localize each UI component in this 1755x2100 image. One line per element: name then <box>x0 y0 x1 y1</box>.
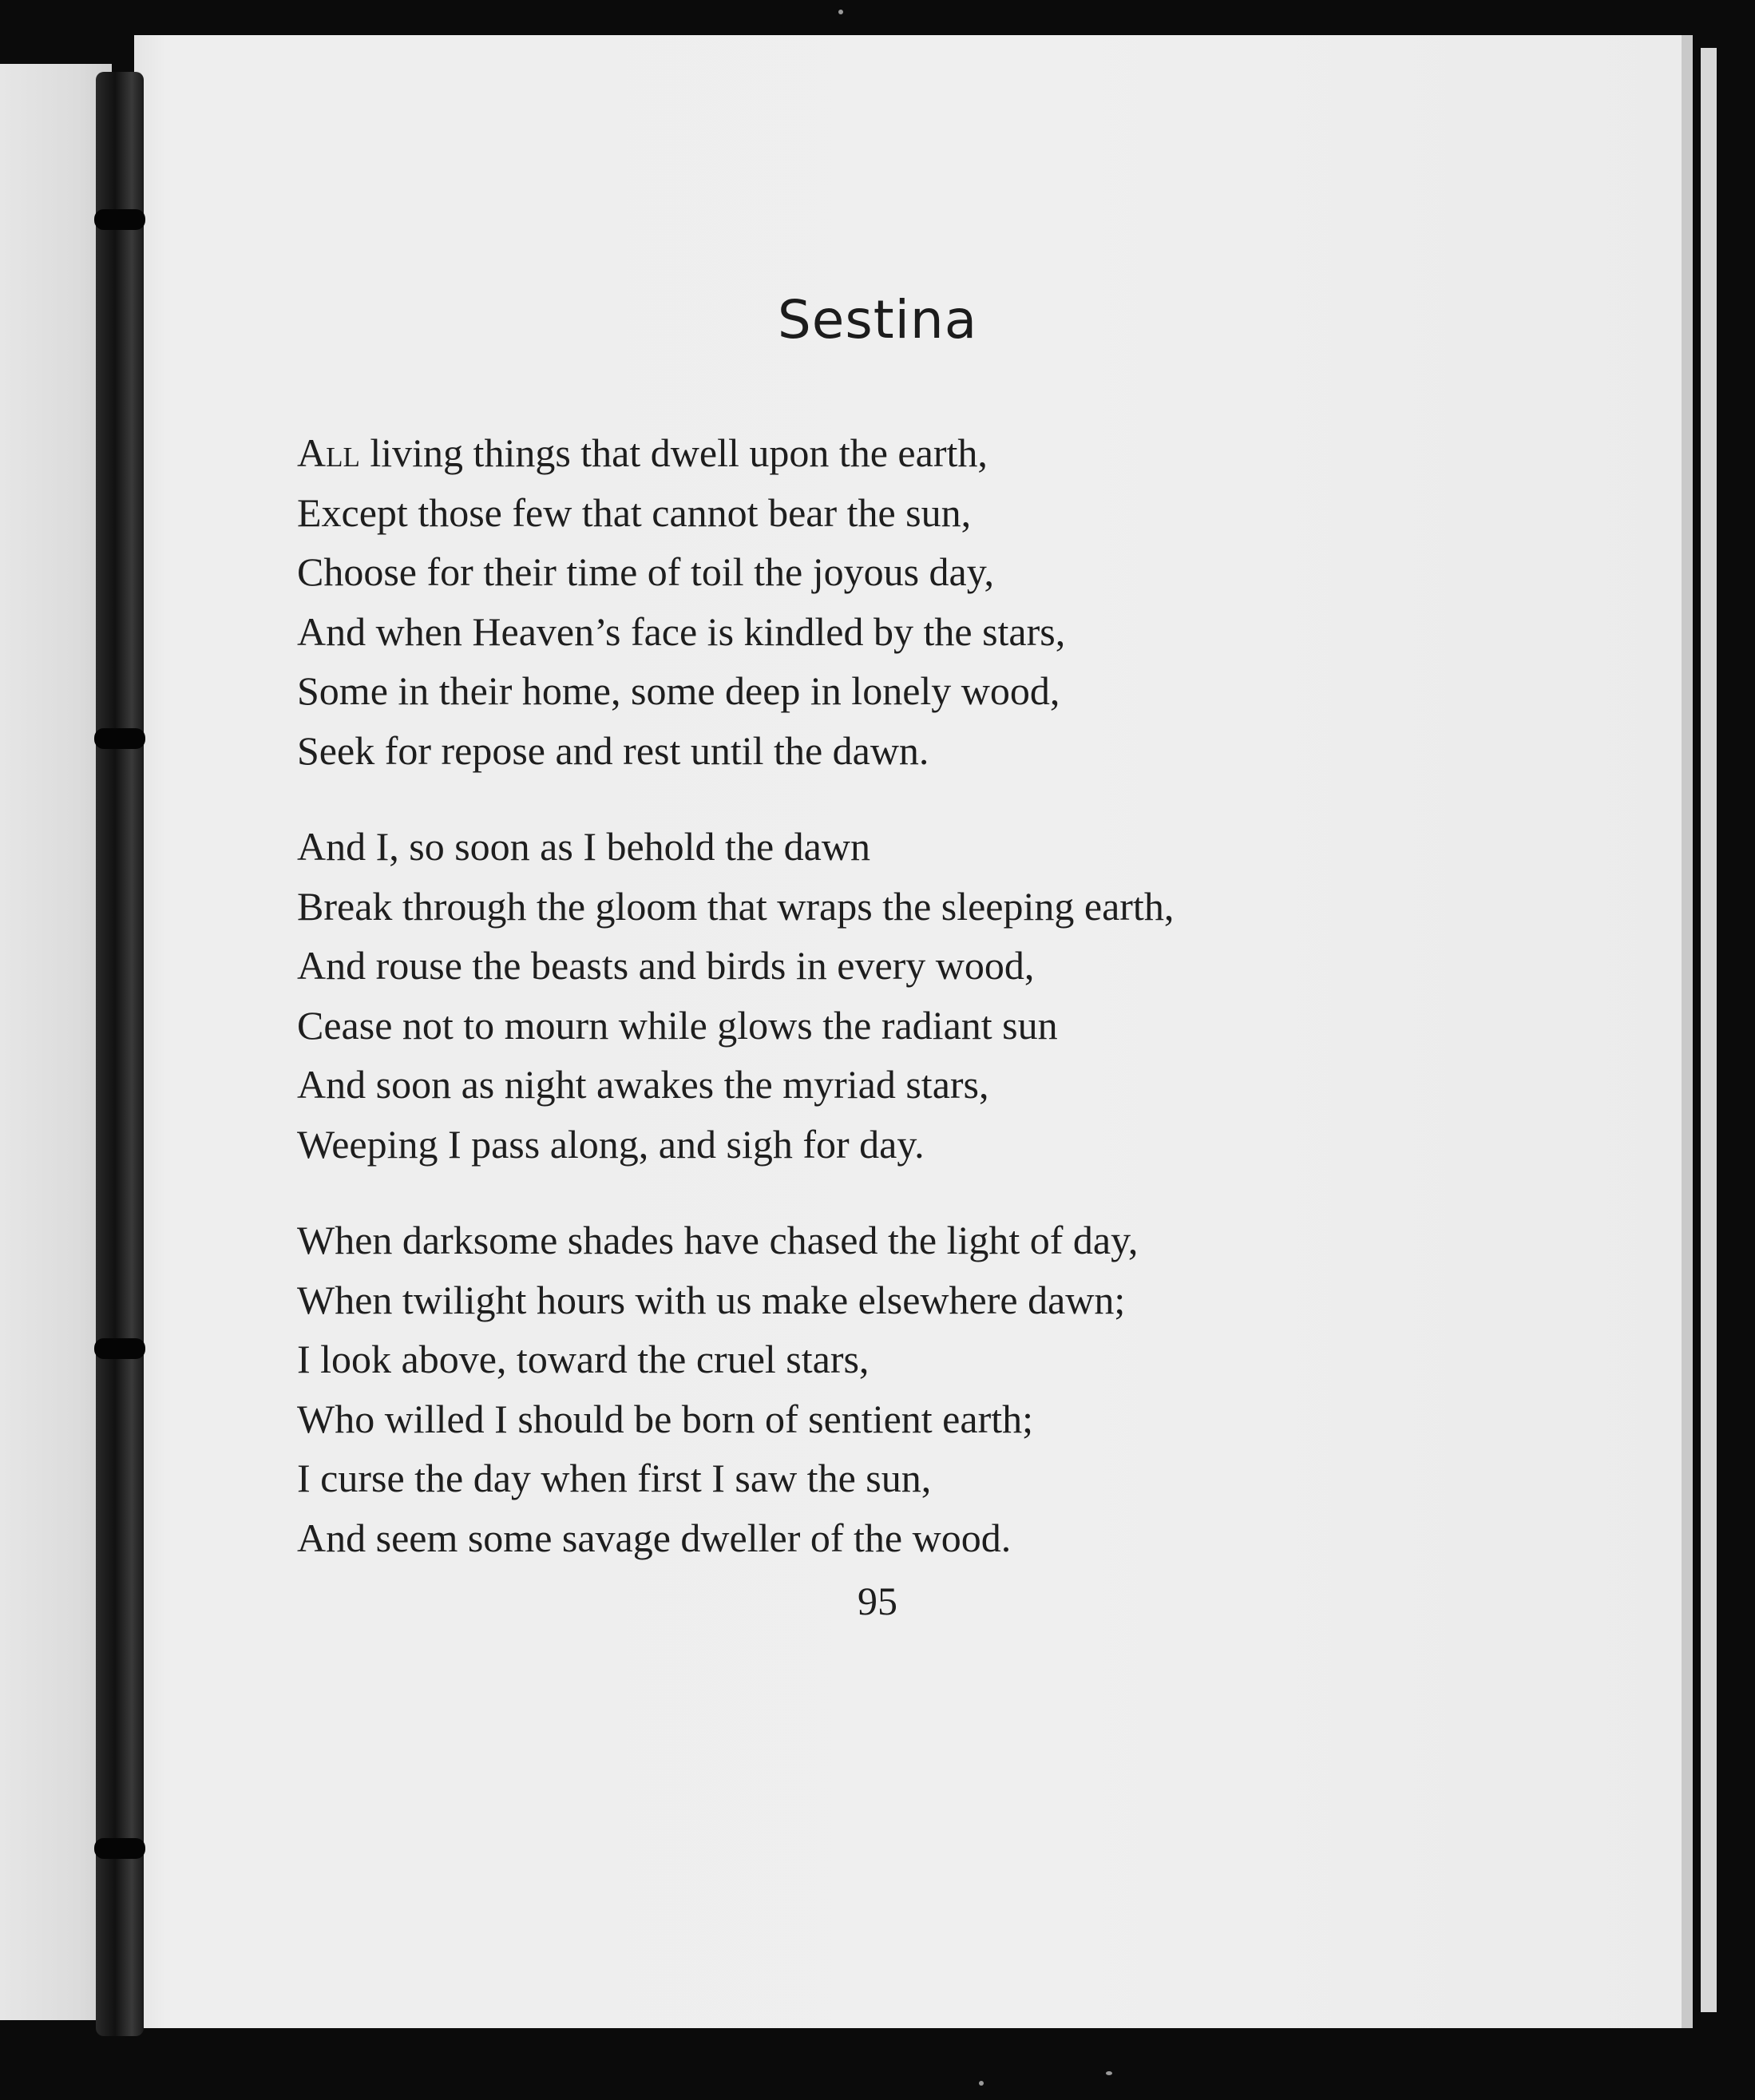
poem-line: Choose for their time of toil the joyous day, <box>297 549 994 594</box>
poem-line-text: living things that dwell upon the earth, <box>359 430 988 475</box>
binding-spine <box>96 72 144 2036</box>
poem-line: Cease not to mourn while glows the radiant sun <box>297 1002 1058 1048</box>
poem-line: Who willed I should be born of sentient earth; <box>297 1396 1033 1441</box>
poem-line-lead: All <box>297 430 360 475</box>
page-number: 95 <box>858 1579 897 1623</box>
binding-stitch <box>94 209 145 230</box>
dust-speck <box>838 10 843 14</box>
poem-line: Break through the gloom that wraps the sleeping earth, <box>297 883 1175 929</box>
poem-body <box>297 423 1174 1604</box>
facing-page-edge <box>0 64 112 2020</box>
poem-line: Seek for repose and rest until the dawn. <box>297 727 929 773</box>
poem-title: Sestina <box>777 289 978 351</box>
poem-line: Except those few that cannot bear the sun, <box>297 489 972 535</box>
poem-line: And rouse the beasts and birds in every wood, <box>297 943 1035 988</box>
binding-stitch <box>94 728 145 749</box>
poem-line: I look above, toward the cruel stars, <box>297 1337 870 1381</box>
dust-speck <box>1106 2071 1112 2075</box>
poem-line: When darksome shades have chased the light of day, <box>297 1218 1139 1262</box>
poem-line: And when Heaven’s face is kindled by the stars, <box>297 608 1066 654</box>
poem-line: And seem some savage dweller of the wood. <box>297 1515 1012 1560</box>
poem-line: And soon as night awakes the myriad stars, <box>297 1062 989 1107</box>
stanza-2 <box>297 817 1174 1174</box>
dust-speck <box>979 2081 984 2086</box>
stanza-1 <box>297 423 1174 780</box>
poem-line: And I, so soon as I behold the dawn <box>297 824 870 869</box>
poem-line: I curse the day when first I saw the sun, <box>297 1456 932 1500</box>
poem-line: When twilight hours with us make elsewhere dawn; <box>297 1277 1126 1322</box>
poem-line: Weeping I pass along, and sigh for day. <box>297 1121 925 1167</box>
stanza-3 <box>297 1210 1174 1567</box>
binding-stitch <box>94 1338 145 1359</box>
poem-line: Some in their home, some deep in lonely wood, <box>297 668 1060 713</box>
binding-stitch <box>94 1838 145 1859</box>
poem-line <box>297 423 1174 483</box>
